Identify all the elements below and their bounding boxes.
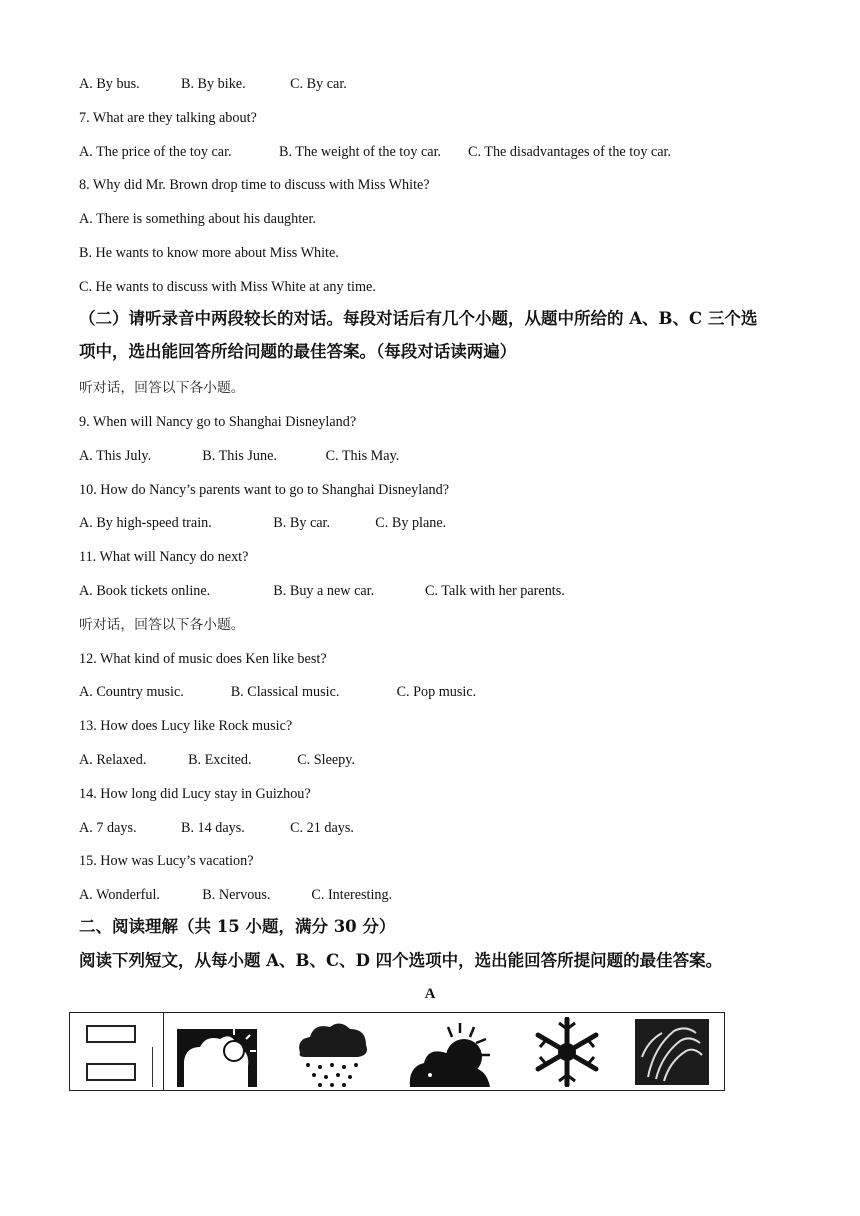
table-divider bbox=[163, 1013, 164, 1090]
question-text: 8. Why did Mr. Brown drop time to discuss with Miss White? bbox=[79, 177, 430, 194]
option-a: A. By high-speed train. bbox=[79, 515, 212, 532]
question-text: 12. What kind of music does Ken like best? bbox=[79, 650, 327, 667]
section-heading: 二、阅读理解（共 15 小题，满分 30 分） bbox=[79, 917, 396, 936]
rain-icon bbox=[294, 1017, 372, 1087]
option-a: A. Relaxed. bbox=[79, 752, 147, 768]
blank-box-1 bbox=[86, 1025, 136, 1043]
option-a: A. Wonderful. bbox=[79, 887, 160, 904]
windy-icon bbox=[634, 1017, 710, 1087]
question-text: 11. What will Nancy do next? bbox=[79, 549, 249, 566]
option-c: C. By car. bbox=[290, 76, 347, 92]
instruction-text: 听对话，回答以下各小题。 bbox=[79, 380, 245, 397]
option-c: C. Interesting. bbox=[311, 887, 393, 904]
blank-box-2 bbox=[86, 1063, 136, 1081]
option-b: B. The weight of the toy car. bbox=[279, 143, 442, 160]
option-c: C. 21 days. bbox=[290, 819, 354, 836]
passage-label: A bbox=[424, 986, 436, 1002]
question-text: A. There is something about his daughter. bbox=[79, 211, 316, 228]
option-b: B. Nervous. bbox=[202, 887, 271, 904]
option-b: B. By bike. bbox=[181, 76, 246, 92]
option-a: A. This July. bbox=[79, 447, 152, 464]
option-c: C. Pop music. bbox=[396, 684, 477, 701]
question-text: 13. How does Lucy like Rock music? bbox=[79, 718, 293, 735]
table-rule bbox=[152, 1047, 153, 1087]
option-b: B. Classical music. bbox=[230, 684, 340, 701]
option-b: B. Buy a new car. bbox=[273, 583, 375, 599]
question-text: 10. How do Nancy’s parents want to go to Shanghai Disneyland? bbox=[79, 481, 449, 498]
option-c: C. Talk with her parents. bbox=[425, 583, 565, 599]
question-text: C. He wants to discuss with Miss White at any time. bbox=[79, 278, 376, 295]
option-a: A. Country music. bbox=[79, 684, 184, 701]
question-text: 7. What are they talking about? bbox=[79, 109, 257, 126]
sunny-cloudy-icon bbox=[176, 1017, 258, 1087]
section-heading: 项中，选出能回答所给问题的最佳答案。（每段对话读两遍） bbox=[79, 342, 517, 362]
instruction-text: 听对话，回答以下各小题。 bbox=[79, 616, 245, 633]
option-c: C. This May. bbox=[325, 447, 400, 464]
option-a: A. 7 days. bbox=[79, 819, 137, 836]
section-heading: （二）请听录音中两段较长的对话。每段对话后有几个小题，从题中所给的 A、B、C 三个选 bbox=[79, 308, 758, 328]
weather-table bbox=[69, 1012, 725, 1091]
section-heading: 阅读下列短文，从每小题 A、B、C、D 四个选项中，选出能回答所提问题的最佳答案。 bbox=[79, 950, 723, 970]
option-b: B. 14 days. bbox=[181, 819, 245, 836]
option-b: B. This June. bbox=[202, 447, 277, 464]
question-text: 14. How long did Lucy stay in Guizhou? bbox=[79, 785, 311, 802]
option-a: A. Book tickets online. bbox=[79, 583, 211, 599]
option-a: A. The price of the toy car. bbox=[79, 143, 232, 160]
question-text: B. He wants to know more about Miss White. bbox=[79, 245, 339, 261]
snow-icon bbox=[528, 1017, 606, 1087]
option-a: A. By bus. bbox=[79, 76, 140, 92]
question-text: 15. How was Lucy’s vacation? bbox=[79, 853, 254, 870]
option-b: B. By car. bbox=[273, 515, 331, 532]
option-c: C. The disadvantages of the toy car. bbox=[468, 143, 672, 160]
cloudy-sun-icon bbox=[408, 1017, 494, 1087]
option-c: C. Sleepy. bbox=[297, 752, 355, 768]
option-b: B. Excited. bbox=[188, 752, 252, 768]
option-c: C. By plane. bbox=[375, 515, 447, 532]
question-text: 9. When will Nancy go to Shanghai Disneyland? bbox=[79, 414, 357, 430]
